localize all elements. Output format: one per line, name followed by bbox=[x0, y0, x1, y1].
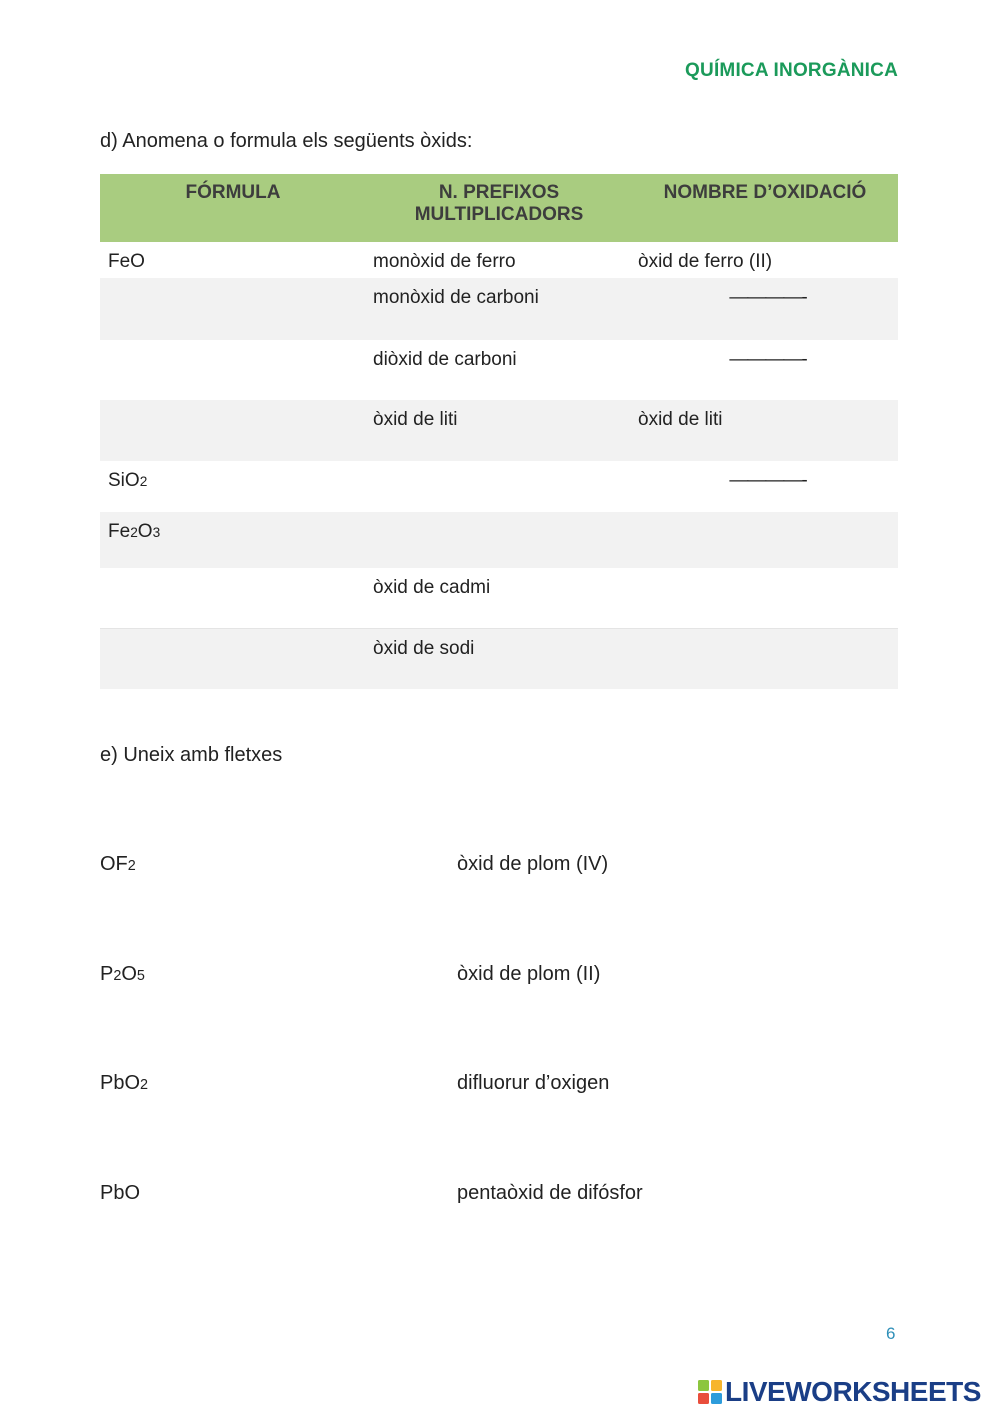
table-row bbox=[100, 400, 898, 461]
formula-subscript: 2 bbox=[139, 474, 148, 489]
formula-text: FeO bbox=[108, 251, 145, 272]
column-header-oxidation-name: NOMBRE D’OXIDACIÓ bbox=[632, 174, 898, 242]
prefix-name-cell: òxid de liti bbox=[366, 400, 632, 461]
formula-text: OF bbox=[100, 853, 128, 875]
prefix-name-cell: òxid de sodi bbox=[366, 628, 632, 689]
formula-cell-empty bbox=[100, 278, 366, 340]
brand-footer[interactable] bbox=[698, 1376, 981, 1408]
formula-text: O bbox=[137, 521, 153, 542]
formula-text: Fe bbox=[108, 521, 131, 542]
oxidation-name-cell bbox=[632, 340, 898, 400]
question-e-prompt: e) Uneix amb fletxes bbox=[100, 744, 283, 766]
match-right-name[interactable]: pentaòxid de difósfor bbox=[457, 1182, 643, 1204]
not-applicable-dash: ————- bbox=[729, 349, 807, 370]
prefix-name-cell-empty bbox=[366, 512, 632, 568]
not-applicable-dash: ————- bbox=[729, 470, 807, 491]
formula-subscript: 2 bbox=[113, 968, 122, 984]
match-right-name[interactable]: òxid de plom (II) bbox=[457, 963, 601, 985]
oxidation-name-cell: òxid de ferro (II) bbox=[638, 251, 773, 272]
oxidation-name-cell-empty bbox=[632, 628, 898, 689]
formula-text: PbO bbox=[100, 1182, 141, 1204]
table-row bbox=[100, 512, 898, 568]
prefix-name-cell: monòxid de ferro bbox=[373, 251, 516, 272]
prefix-name-cell: diòxid de carboni bbox=[373, 349, 517, 370]
table-row bbox=[100, 340, 898, 400]
page-header-title: QUÍMICA INORGÀNICA bbox=[685, 60, 898, 81]
question-d-prompt: d) Anomena o formula els següents òxids: bbox=[100, 130, 473, 152]
column-header-prefix-name: N. PREFIXOS MULTIPLICADORS bbox=[366, 174, 632, 242]
formula-subscript: 2 bbox=[140, 1077, 149, 1093]
prefix-name-cell: òxid de cadmi bbox=[373, 577, 491, 598]
match-left-formula[interactable] bbox=[100, 1182, 140, 1205]
formula-text: SiO bbox=[108, 470, 140, 491]
formula-subscript: 2 bbox=[127, 858, 136, 874]
column-header-formula: FÓRMULA bbox=[100, 174, 366, 242]
formula-cell bbox=[100, 512, 366, 568]
oxidation-name-cell-empty bbox=[632, 512, 898, 568]
table-row bbox=[100, 628, 898, 689]
formula-text: P bbox=[100, 963, 114, 985]
oxidation-name-cell: òxid de liti bbox=[632, 400, 898, 461]
oxidation-name-cell bbox=[632, 461, 898, 512]
table-row bbox=[100, 568, 898, 628]
prefix-name-cell: monòxid de carboni bbox=[366, 278, 632, 340]
formula-text: PbO bbox=[100, 1072, 141, 1094]
formula-subscript: 2 bbox=[130, 525, 138, 540]
formula-cell bbox=[100, 461, 366, 512]
table-row bbox=[100, 461, 898, 512]
match-left-formula[interactable] bbox=[100, 963, 145, 986]
match-left-formula[interactable] bbox=[100, 853, 136, 876]
formula-subscript: 3 bbox=[152, 525, 161, 540]
formula-cell-empty bbox=[100, 568, 366, 628]
oxidation-name-cell-empty bbox=[632, 568, 898, 628]
page-number: 6 bbox=[886, 1324, 896, 1343]
oxides-table bbox=[100, 174, 898, 689]
formula-cell-empty bbox=[100, 628, 366, 689]
formula-cell bbox=[100, 242, 366, 278]
table-row bbox=[100, 278, 898, 340]
formula-cell-empty bbox=[100, 340, 366, 400]
liveworksheets-logo-icon bbox=[698, 1380, 722, 1404]
table-row bbox=[100, 242, 898, 278]
prefix-name-cell-empty bbox=[366, 461, 632, 512]
formula-text: O bbox=[121, 963, 137, 985]
table-header-row bbox=[100, 174, 898, 242]
formula-cell-empty bbox=[100, 400, 366, 461]
formula-subscript: 5 bbox=[136, 968, 145, 984]
not-applicable-dash: ————- bbox=[729, 287, 807, 308]
brand-wordmark: LIVEWORKSHEETS bbox=[725, 1376, 981, 1407]
oxidation-name-cell bbox=[632, 278, 898, 340]
match-right-name[interactable]: òxid de plom (IV) bbox=[457, 853, 609, 875]
match-right-name[interactable]: difluorur d’oxigen bbox=[457, 1072, 610, 1094]
match-left-formula[interactable] bbox=[100, 1072, 148, 1095]
